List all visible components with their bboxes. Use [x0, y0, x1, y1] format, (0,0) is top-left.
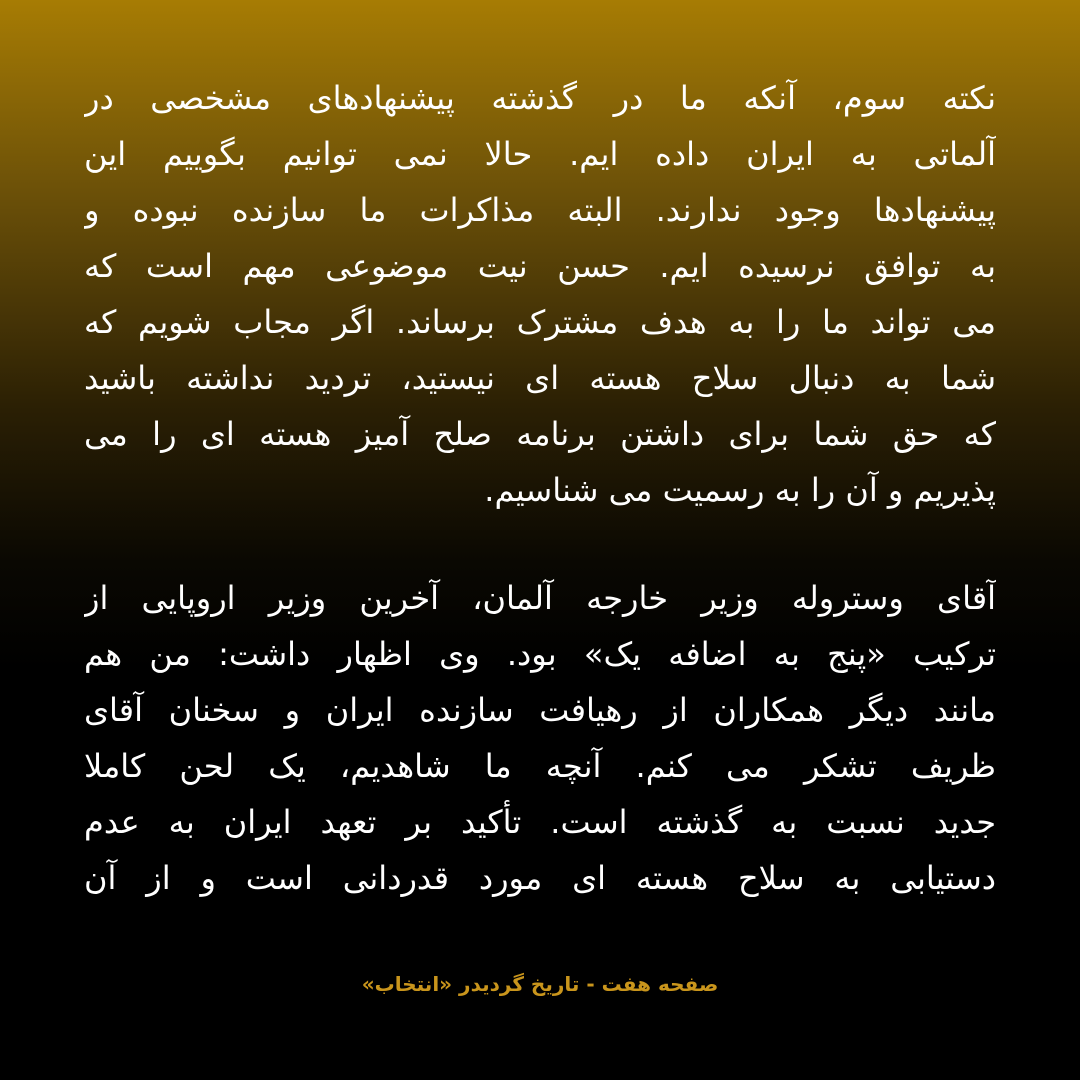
- paragraph-line: شما به دنبال سلاح هسته ای نیستید، تردید نداشته باشید: [84, 359, 996, 397]
- paragraph-2: [84, 570, 996, 906]
- paragraph-line: جدید نسبت به گذشته است. تأکید بر تعهد ایران به عدم: [84, 803, 996, 841]
- paragraph-line: ترکیب «پنج به اضافه یک» بود. وی اظهار داشت: من هم: [84, 635, 996, 673]
- paragraph-line: که حق شما برای داشتن برنامه صلح آمیز هسته ای را می: [84, 415, 996, 453]
- paragraph-line: پیشنهادها وجود ندارند. البته مذاکرات ما سازنده نبوده و: [84, 191, 996, 229]
- paragraph-line: آقای وستروله وزیر خارجه آلمان، آخرین وزیر اروپایی از: [84, 579, 996, 617]
- paragraph-line: می تواند ما را به هدف مشترک برساند. اگر مجاب شویم که: [84, 303, 996, 341]
- paragraph-line: مانند دیگر همکاران از رهیافت سازنده ایران و سخنان آقای: [84, 691, 996, 729]
- paragraph-line: ظریف تشکر می کنم. آنچه ما شاهدیم، یک لحن کاملا: [84, 747, 996, 785]
- paragraph-line: به توافق نرسیده ایم. حسن نیت موضوعی مهم است که: [84, 247, 996, 285]
- paragraph-1: [84, 70, 996, 518]
- paragraph-line: آلماتی به ایران داده ایم. حالا نمی توانیم بگوییم این: [84, 135, 996, 173]
- page-footer: صفحه هفت - تاریخ گردیدر «انتخاب»: [361, 972, 719, 996]
- paragraph-line: دستیابی به سلاح هسته ای مورد قدردانی است و از آن: [84, 859, 996, 897]
- paragraph-line: نکته سوم، آنکه ما در گذشته پیشنهادهای مشخصی در: [84, 79, 996, 117]
- paragraph-line: پذیریم و آن را به رسمیت می شناسیم.: [484, 471, 996, 509]
